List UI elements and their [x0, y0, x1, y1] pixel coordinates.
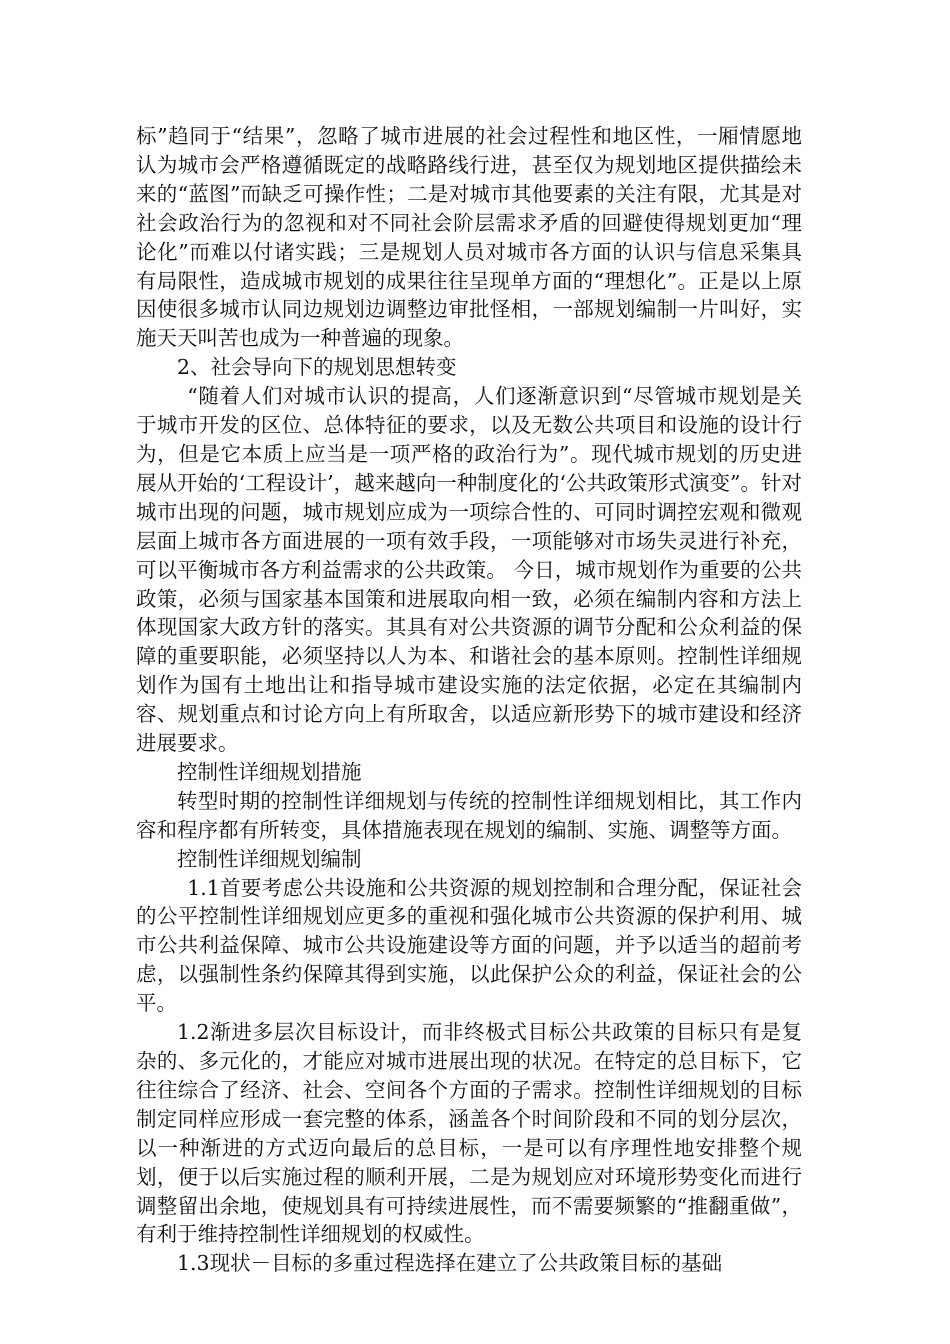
paragraph-transition-period: 转型时期的控制性详细规划与传统的控制性详细规划相比，其工作内容和程序都有所转变，具体措施表现在规划的编制、实施、调整等方面。 [136, 788, 802, 842]
section-heading-measures: 控制性详细规划措施 [177, 759, 362, 784]
document-body [136, 122, 802, 1278]
paragraph-item-1-2: 1.2渐进多层次目标设计，而非终极式目标公共政策的目标只有是复杂的、多元化的，才能应对城市进展出现的状况。在特定的总目标下，它往往综合了经济、社会、空间各个方面的子需求。控制性详细规划的目标制定同样应形成一套完整的体系，涵盖各个时间阶段和不同的划分层次，以一种渐进的方式迈向最后的总目标，一是可以有序理性地安排整个规划，便于以后实施过程的顺利开展，二是为规划应对环境形势变化而进行调整留出余地，使规划具有可持续进展性，而不需要频繁的“推翻重做”，有利于维持控制性详细规划的权威性。 [136, 1020, 802, 1247]
paragraph-item-1-1: 1.1首要考虑公共设施和公共资源的规划控制和合理分配，保证社会的公平控制性详细规划应更多的重视和强化城市公共资源的保护利用、城市公共利益保障、城市公共设施建设等方面的问题，并予以适当的超前考虑，以强制性条约保障其得到实施，以此保护公众的利益，保证社会的公平。 [136, 875, 802, 1016]
paragraph-public-policy: “随着人们对城市认识的提高，人们逐渐意识到“尽管城市规划是关于城市开发的区位、总体特征的要求，以及无数公共项目和设施的设计行为，但是它本质上应当是一项严格的政治行为”。现代城市规划的历史进展从开始的‘工程设计’，越来越向一种制度化的‘公共政策形式演变”。针对城市出现的问题，城市规划应成为一项综合性的、可同时调控宏观和微观层面上城市各方面进展的一项有效手段，一项能够对市场失灵进行补充，可以平衡城市各方利益需求的公共政策。 今日，城市规划作为重要的公共政策，必须与国家基本国策和进展取向相一致，必须在编制内容和方法上体现国家大政方针的落实。其具有对公共资源的调节分配和公众利益的保障的重要职能，必须坚持以人为本、和谐社会的基本原则。控制性详细规划作为国有土地出让和指导城市建设实施的法定依据，必定在其编制内容、规划重点和讨论方向上有所取舍，以适应新形势下的城市建设和经济进展要求。 [136, 384, 802, 756]
paragraph-continuation: 标”趋同于“结果”，忽略了城市进展的社会过程性和地区性，一厢情愿地认为城市会严格遵循既定的战略路线行进，甚至仅为规划地区提供描绘未来的“蓝图”而缺乏可操作性；二是对城市其他要素的关注有限，尤其是对社会政治行为的忽视和对不同社会阶层需求矛盾的回避使得规划更加“理论化”而难以付诸实践；三是规划人员对城市各方面的认识与信息采集具有局限性，造成城市规划的成果往往呈现单方面的“理想化”。正是以上原因使很多城市认同边规划边调整边审批怪相，一部规划编制一片叫好，实施天天叫苦也成为一种普遍的现象。 [136, 124, 802, 351]
section-heading-compilation: 控制性详细规划编制 [177, 846, 362, 871]
section-heading-planning-shift: 2、社会导向下的规划思想转变 [177, 355, 457, 380]
paragraph-item-1-3: 1.3现状－目标的多重过程选择在建立了公共政策目标的基础 [177, 1251, 723, 1276]
